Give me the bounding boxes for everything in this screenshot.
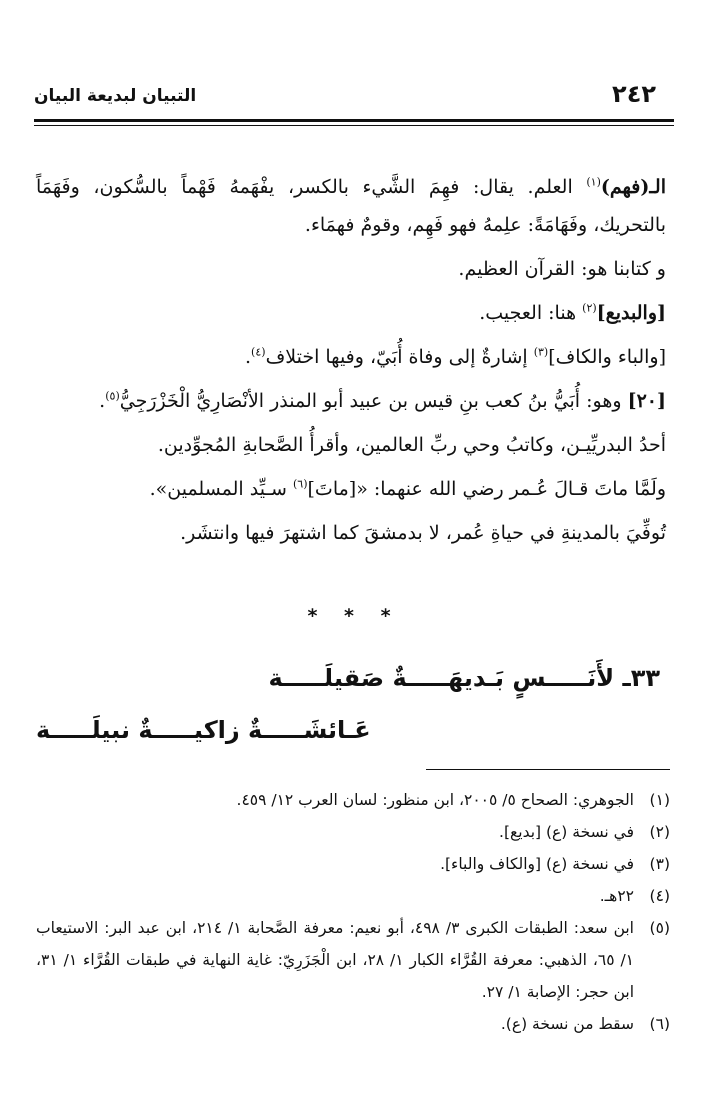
poem-verse-line-1: ٣٣ـ لأَنَـــــسٍ بَـديهَـــــةٌ صَقيلَـــــة <box>268 664 660 692</box>
footnote-ref-5: (٥) <box>105 389 120 403</box>
paragraph-fahm <box>36 168 670 244</box>
footnote-number: (٦) <box>649 1015 670 1033</box>
paragraph-umar <box>36 470 670 508</box>
paragraph-badriyyin <box>36 426 670 464</box>
page-number: ٢٤٢ <box>612 80 656 108</box>
footnote-item <box>36 816 670 848</box>
footnote-number: (٥) <box>649 919 670 937</box>
paragraph-text: إشارةٌ إلى وفاة أُبَيّ، وفيها اختلاف <box>265 346 534 368</box>
paragraph-kitab <box>36 250 670 288</box>
paragraph-text: هنا: العجيب. <box>479 302 583 324</box>
header-rule-thick <box>34 119 674 122</box>
footnote-item <box>36 880 670 912</box>
footnote-item <box>36 912 670 1008</box>
footnote-ref-6: (٦) <box>293 477 308 491</box>
footnote-text: في نسخة (ع) [والكاف والباء]. <box>440 855 634 873</box>
footnote-ref-2: (٢) <box>582 301 597 315</box>
footnote-number: (٤) <box>649 887 670 905</box>
paragraph-end: . <box>245 346 252 368</box>
running-title: التبيان لبديعة البيان <box>34 86 197 106</box>
entry-number: [٢٠] <box>627 390 666 412</box>
running-header <box>34 80 674 116</box>
footnote-item <box>36 784 670 816</box>
footnote-ref-3: (٣) <box>533 345 549 359</box>
paragraph-ubayy <box>36 382 670 420</box>
footnote-text: الجوهري: الصحاح ٥/ ٢٠٠٥، ابن منظور: لسان العرب ١٢/ ٤٥٩. <box>236 791 634 809</box>
main-text <box>36 168 670 558</box>
paragraph-death <box>36 514 670 552</box>
footnote-text: سقط من نسخة (ع). <box>500 1015 634 1033</box>
paragraph-text: أحدُ البدريِّيـن، وكاتبُ وحي ربِّ العالمين، وأقرأُ الصَّحابةِ المُجوِّدين. <box>157 434 666 456</box>
paragraph-end: سـيِّد المسلمين». <box>149 478 293 500</box>
term-fahm: الـ(فهم) <box>600 176 666 198</box>
footnote-text: ٢٢هـ. <box>599 887 634 905</box>
paragraph-text: ولَمَّا ماتَ قـالَ عُـمر رضي الله عنهما: «[ماتَ] <box>307 478 666 500</box>
footnote-rule <box>426 769 670 770</box>
footnotes <box>36 784 670 1040</box>
footnote-item <box>36 848 670 880</box>
footnote-text: ابن سعد: الطبقات الكبرى ٣/ ٤٩٨، أبو نعيم: معرفة الصَّحابة ١/ ٢١٤، ابن عبد البر: الاستيعاب ١/ ٦٥، الذهبي: معرفة القُرَّاء الكبار ١/ ٢٨، ابن الْجَزَرِيّ: غاية النهاية في طبقات القُرَّاء ١/ ٣١، ابن حجر: الإصابة ١/ ٢٧. <box>36 919 634 1001</box>
paragraph-text: تُوفِّيَ بالمدينةِ في حياةِ عُمر، لا بدمشقَ كما اشتهرَ فيها وانتشَر. <box>180 522 666 544</box>
footnote-item <box>36 1008 670 1040</box>
paragraph-ba-kaf <box>36 338 670 376</box>
term-badi: [والبديع] <box>596 302 666 324</box>
header-rule-thin <box>34 125 674 126</box>
paragraph-text: وهو: أُبَيُّ بنُ كعب بنِ قيس بن عبيد أبو المنذر الأنْصَارِيُّ الْخَزْرَجِيُّ <box>119 390 628 412</box>
footnote-number: (١) <box>649 791 670 809</box>
paragraph-end: . <box>99 390 106 412</box>
poem-verse-line-2: عَـائشَـــــةٌ زاكيـــــةٌ نبيلَـــــة <box>36 716 371 744</box>
paragraph-text: و كتابنا هو: القرآن العظيم. <box>458 258 666 280</box>
footnote-number: (٣) <box>649 855 670 873</box>
footnote-ref-4: (٤) <box>251 345 266 359</box>
section-separator: * * * <box>307 605 401 627</box>
footnote-ref-1: (١) <box>586 175 601 189</box>
paragraph-badi <box>36 294 670 332</box>
term-ba-kaf: [والباء والكاف] <box>548 346 666 368</box>
paragraph-text: العلم. يقال: فهِمَ الشَّيء بالكسر، يفْهَمهُ فَهْماً بالسُّكون، وفَهَمَاً بالتحريك، وفَهَامَةً: علِمهُ فهو فَهِم، وقومٌ فهمَاء. <box>36 176 666 236</box>
footnote-text: في نسخة (ع) [بديع]. <box>499 823 634 841</box>
footnote-number: (٢) <box>649 823 670 841</box>
